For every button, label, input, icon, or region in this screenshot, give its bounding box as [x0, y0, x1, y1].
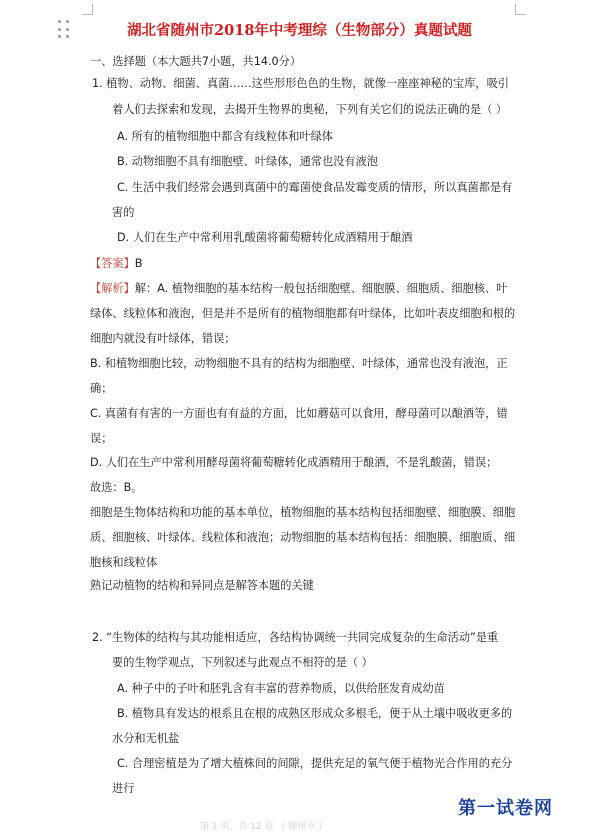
text-line: [90, 282, 507, 296]
text-line: 故选：B。: [90, 481, 143, 494]
text-line: C. 合理密植是为了增大植株间的间隙，提供充足的氧气便于植物光合作用的充分: [117, 757, 513, 770]
page-title: 湖北省随州市2018年中考理综（生物部分）真题试题: [127, 22, 472, 39]
text-line: 质、细胞核、叶绿体、线粒体和液泡；动物细胞的基本结构包括：细胞膜、细胞质、细: [90, 531, 516, 544]
corner-mark-left: [82, 4, 93, 15]
text-line: 水分和无机盐: [112, 732, 180, 745]
text-line: 绿体、线粒体和液泡，但是并不是所有的植物细胞都有叶绿体，比如叶表皮细胞和根的: [90, 307, 516, 320]
text-line: B. 植物具有发达的根系且在根的成熟区形成众多根毛，便于从土壤中吸收更多的: [117, 707, 513, 720]
text-line: 熟记动植物的结构和异同点是解答本题的关键: [90, 579, 314, 592]
text-line: 着人们去探索和发现，去揭开生物界的奥秘，下列有关它们的说法正确的是（ ）: [112, 103, 508, 116]
text-line: 胞核和线粒体: [90, 556, 158, 569]
text-line: 确；: [90, 382, 113, 395]
text-line: D. 人们在生产中常利用乳酸菌将葡萄糖转化成酒精用于酿酒: [117, 231, 413, 244]
corner-mark-right: [515, 4, 526, 15]
text-line: B. 和植物细胞比较，动物细胞不具有的结构为细胞壁、叶绿体，通常也没有液泡，正: [90, 357, 508, 370]
text-line: 害的: [112, 206, 135, 219]
text-line: 要的生物学观点，下列叙述与此观点不相符的是（ ）: [112, 656, 373, 669]
line-text: 解：A. 植物细胞的基本结构一般包括细胞壁、细胞膜、细胞质、细胞核、叶: [134, 282, 508, 295]
text-line: [90, 257, 142, 271]
text-line: 细胞内就没有叶绿体，错误；: [90, 332, 236, 345]
section-label: 【解析】: [90, 282, 135, 295]
text-line: A. 所有的植物细胞中都含有线粒体和叶绿体: [117, 130, 333, 143]
section-label: 【答案】: [90, 257, 135, 270]
text-line: 2. “生物体的结构与其功能相适应，各结构协调统一共同完成复杂的生命活动”是重: [92, 631, 499, 644]
text-line: C. 生活中我们经常会遇到真菌中的霉菌使食品发霉变质的情形，所以真菌都是有: [117, 181, 513, 194]
text-line: C. 真菌有有害的一方面也有有益的方面，比如蘑菇可以食用，酵母菌可以酿酒等，错: [90, 407, 508, 420]
text-line: A. 种子中的子叶和胚乳含有丰富的营养物质，以供给胚发育成幼苗: [117, 682, 445, 695]
watermark-logo: 第一试卷网: [458, 798, 553, 819]
text-line: 1. 植物、动物、细菌、真菌……这些形形色色的生物，就像一座座神秘的宝库，吸引: [92, 77, 509, 90]
text-line: 一、选择题（本大题共7小题，共14.0分）: [90, 55, 302, 68]
text-line: D. 人们在生产中常利用酵母菌将葡萄糖转化成酒精用于酿酒，不是乳酸菌，错误；: [90, 456, 498, 469]
text-line: 细胞是生物体结构和功能的基本单位，植物细胞的基本结构包括细胞壁、细胞膜、细胞: [90, 506, 516, 519]
text-line: B. 动物细胞不具有细胞壁、叶绿体，通常也没有液泡: [117, 155, 378, 168]
line-text: B: [134, 257, 143, 270]
text-line: 误；: [90, 432, 113, 445]
page-footer: 第 1 页，共 12 页 （ 随州市 ）: [200, 822, 328, 832]
text-line: 进行: [112, 782, 135, 795]
